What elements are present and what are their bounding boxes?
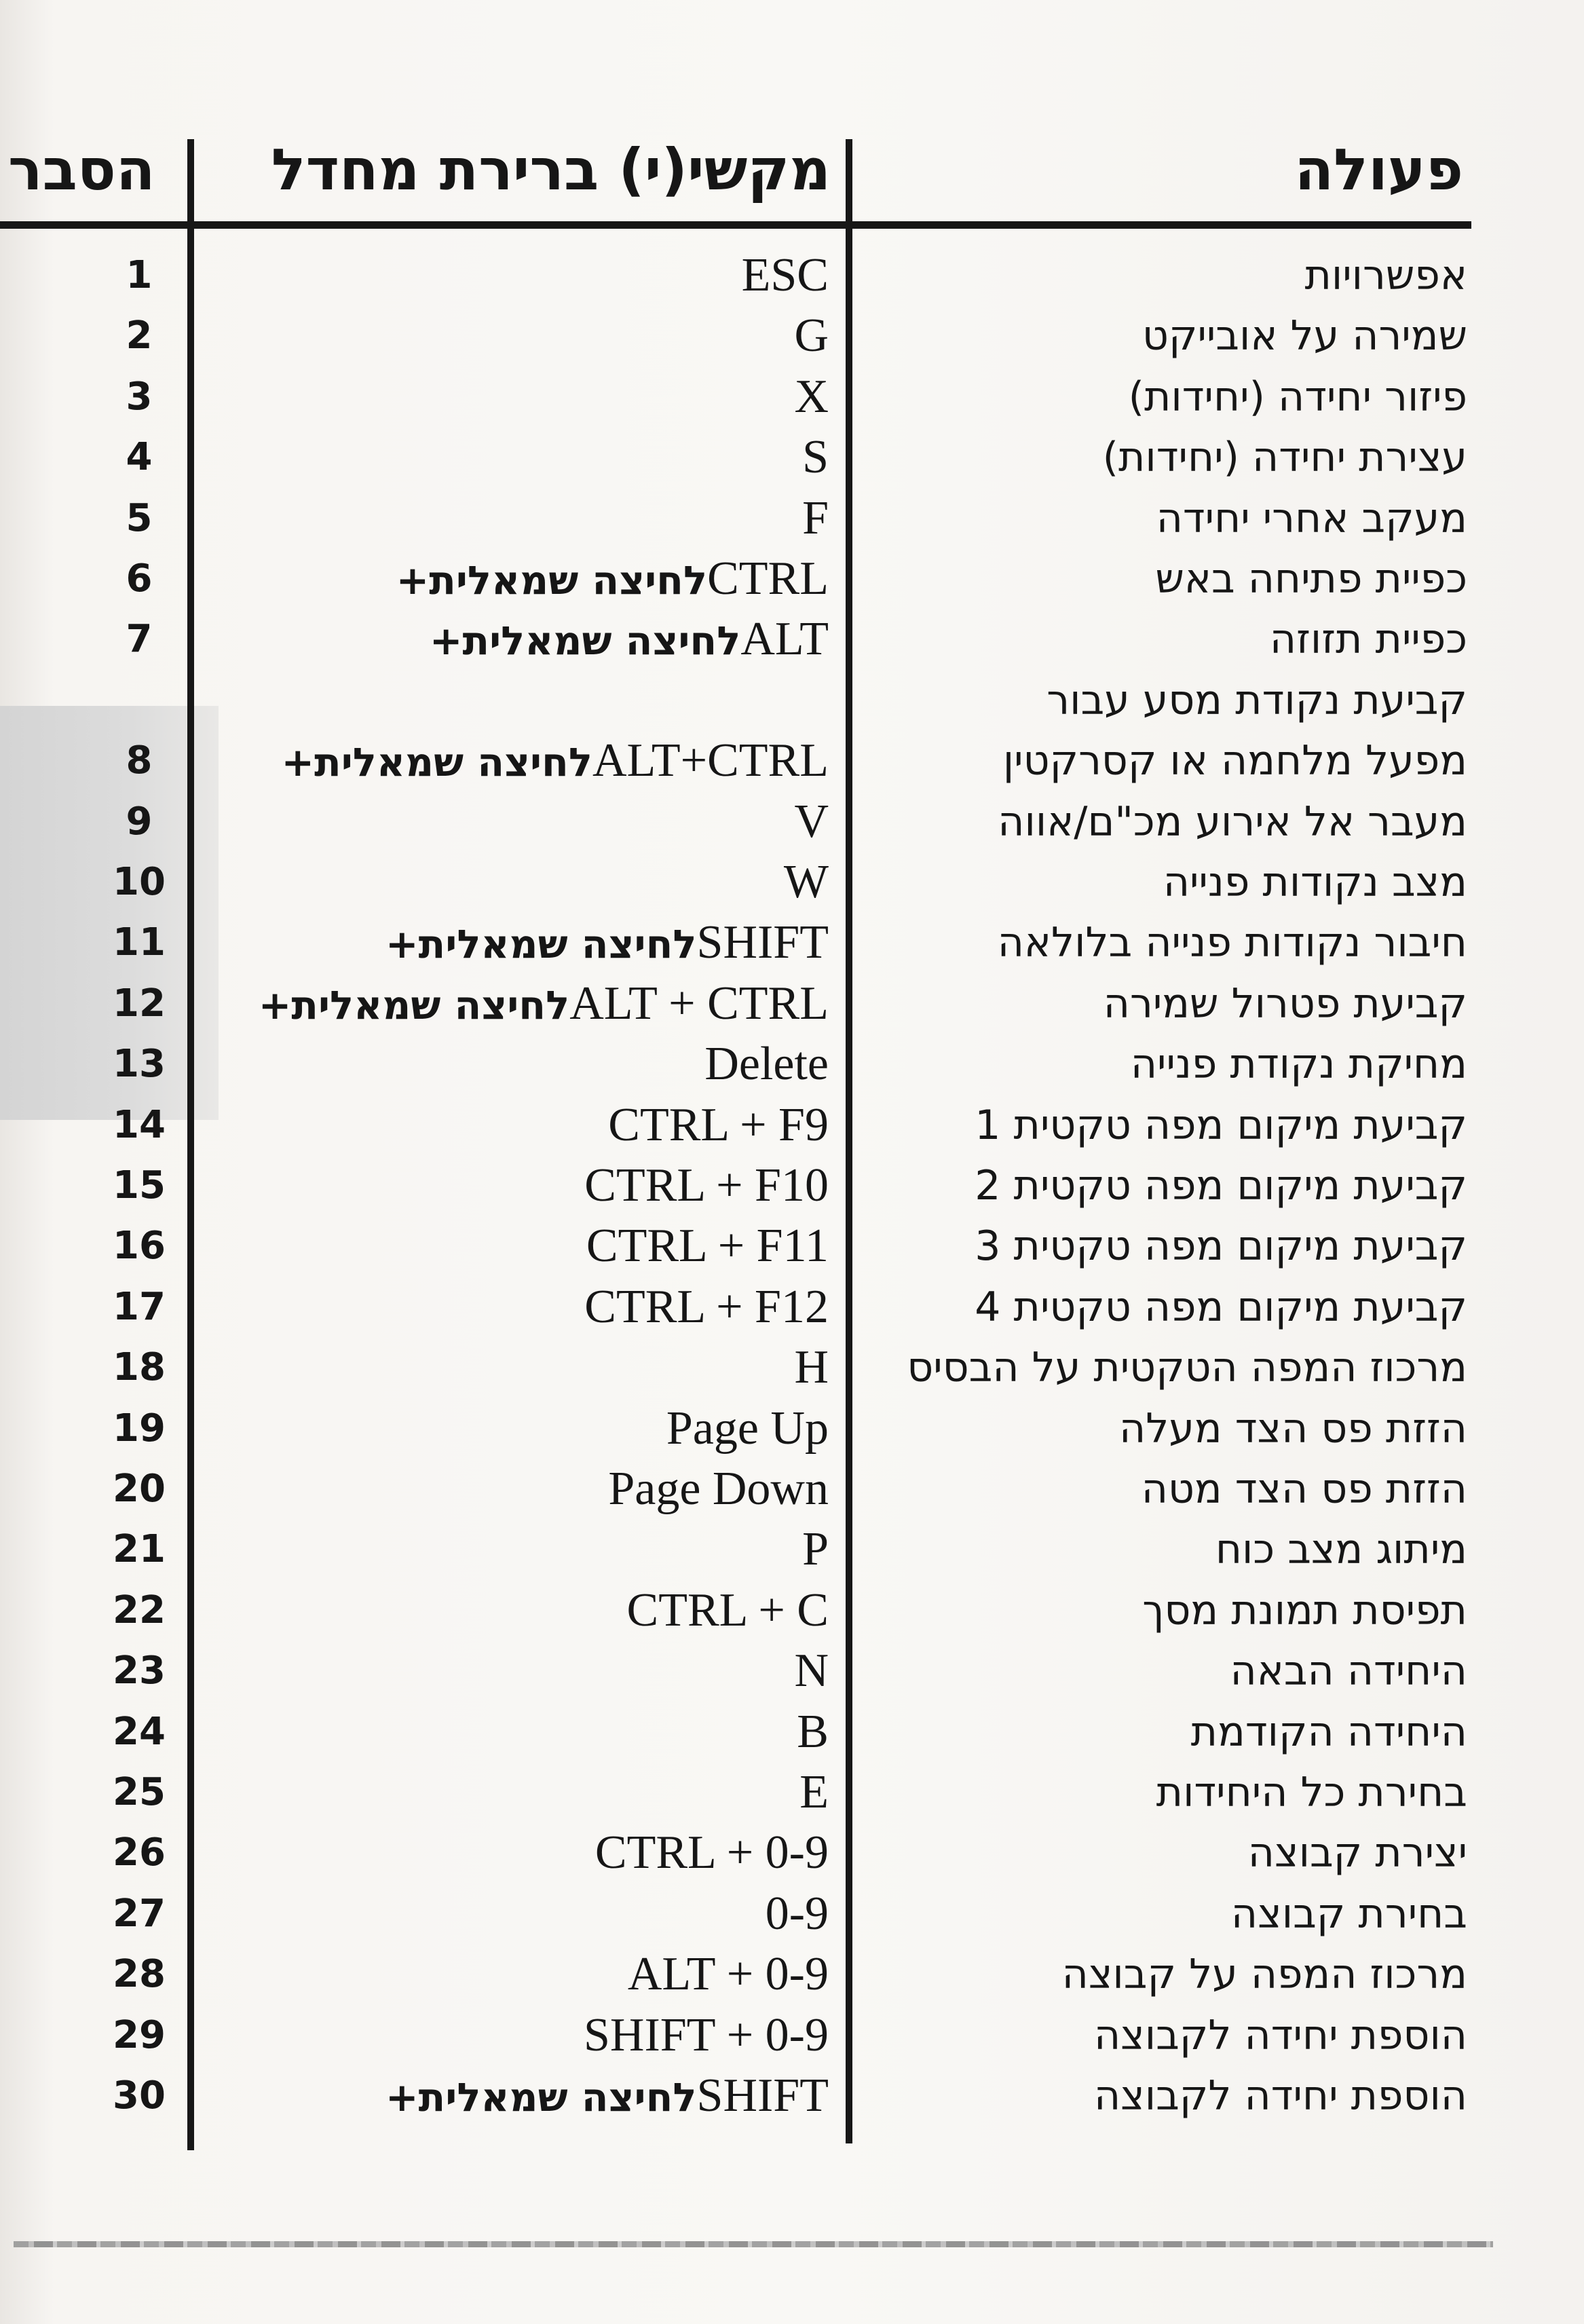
action-cell: קביעת פטרול שמירה [1103, 979, 1467, 1028]
table-row [0, 1338, 1584, 1398]
table-row [0, 731, 1584, 791]
row-number: 13 [113, 1042, 166, 1087]
key-combo: ALT+CTRL [592, 734, 829, 787]
table-row [0, 306, 1584, 366]
keys-cell [802, 1520, 829, 1579]
row-number: 23 [113, 1649, 166, 1693]
action-cell: מרכוז המפה על קבוצה [1061, 1951, 1467, 1999]
table-row [0, 2006, 1584, 2065]
key-combo: H [794, 1341, 829, 1394]
key-combo: ALT [740, 613, 829, 666]
key-combo: ESC [741, 249, 829, 301]
key-combo: B [797, 1705, 829, 1758]
keys-cell [802, 489, 829, 548]
keys-cell [666, 1399, 829, 1459]
row-number: 20 [113, 1467, 166, 1511]
key-combo: CTRL + C [626, 1583, 829, 1636]
action-cell: קביעת מיקום מפה טקטית 3 [975, 1222, 1467, 1271]
row-number: 19 [113, 1406, 166, 1450]
keys-cell [794, 792, 829, 852]
action-cell: מצב נקודות פנייה [1163, 859, 1467, 906]
row-number: 21 [113, 1527, 166, 1572]
table-row [0, 1702, 1584, 1762]
mouse-action-text: לחיצה שמאלית+ [385, 921, 697, 968]
action-cell: פיזור יחידה (יחידות) [1128, 373, 1467, 421]
header-underline [0, 221, 1471, 229]
key-combo: SHIFT [696, 2069, 829, 2122]
key-combo: W [783, 856, 829, 908]
key-combo: SHIFT [696, 916, 829, 969]
row-number: 4 [126, 435, 153, 480]
row-number: 30 [113, 2074, 166, 2118]
keys-cell [385, 913, 829, 973]
key-combo: CTRL + F9 [608, 1098, 829, 1151]
action-cell: בחירת קבוצה [1230, 1890, 1467, 1938]
key-combo: V [794, 795, 829, 848]
key-combo: N [794, 1645, 829, 1698]
keys-cell [794, 1641, 829, 1701]
row-number: 28 [113, 1952, 166, 1997]
action-cell: קביעת מיקום מפה טקטית 2 [975, 1162, 1467, 1210]
keys-cell [385, 2066, 829, 2126]
keys-cell [794, 306, 829, 366]
action-cell: מעקב אחרי יחידה [1156, 494, 1467, 542]
key-combo: Page Down [608, 1463, 829, 1515]
action-cell: הוספת יחידה לקבוצה [1093, 2011, 1467, 2059]
table-row [0, 1034, 1584, 1094]
table-row [0, 549, 1584, 609]
action-cell: בחירת כל היחידות [1156, 1769, 1467, 1816]
key-combo: Delete [704, 1038, 829, 1091]
table-row [0, 1823, 1584, 1883]
key-combo: P [802, 1523, 829, 1576]
key-combo: E [799, 1766, 829, 1818]
table-row [0, 246, 1584, 305]
action-cell: מפעל מלחמה או קסרקטין [1002, 737, 1467, 785]
keys-cell [584, 1277, 829, 1337]
action-cell: שמירה על אובייקט [1142, 312, 1467, 360]
keys-cell [608, 1459, 829, 1519]
key-combo: CTRL + F12 [584, 1280, 829, 1333]
keys-cell [797, 1702, 829, 1762]
action-cell: קביעת נקודת מסע עבור [1046, 676, 1467, 724]
key-combo: F [802, 491, 829, 544]
keys-cell [396, 549, 829, 609]
action-cell: מרכוז המפה הטקטית על הבסיס [907, 1344, 1467, 1392]
key-combo: CTRL + F11 [586, 1220, 829, 1273]
table-row [0, 913, 1584, 973]
action-cell: יצירת קבוצה [1247, 1829, 1467, 1877]
keys-cell [430, 610, 829, 669]
action-cell: תפיסת תמונת מסך [1142, 1586, 1467, 1634]
key-combo: CTRL + F10 [584, 1159, 829, 1212]
row-number: 6 [126, 557, 153, 601]
action-cell: אפשרויות [1304, 252, 1467, 299]
action-cell: כפיית תזוזה [1269, 616, 1467, 664]
table-row [0, 1520, 1584, 1579]
keys-cell [742, 246, 829, 305]
table-row [0, 671, 1584, 730]
keys-cell [799, 1763, 829, 1822]
keys-cell [794, 367, 829, 427]
header-action: פעולה [1294, 136, 1463, 203]
row-number: 1 [126, 253, 153, 297]
row-number: 16 [113, 1224, 166, 1269]
header-explanation: הסבר [8, 136, 155, 203]
table-row [0, 1459, 1584, 1519]
row-number: 8 [126, 738, 153, 783]
table-row [0, 1641, 1584, 1701]
keys-cell [281, 731, 829, 791]
row-number: 24 [113, 1709, 166, 1754]
action-cell: קביעת מיקום מפה טקטית 1 [975, 1101, 1467, 1149]
row-number: 14 [113, 1102, 166, 1147]
row-number: 26 [113, 1831, 166, 1875]
keys-cell [628, 1945, 829, 2004]
table-row [0, 974, 1584, 1034]
table-row [0, 1277, 1584, 1337]
table-row [0, 1156, 1584, 1216]
table-row [0, 610, 1584, 669]
row-number [102, 671, 176, 730]
keys-cell [595, 1823, 829, 1883]
action-cell: היחידה הקודמת [1190, 1708, 1467, 1756]
row-number: 3 [126, 374, 153, 419]
table-row [0, 1763, 1584, 1822]
row-number: 2 [126, 314, 153, 358]
table-row [0, 792, 1584, 852]
key-combo: ALT + CTRL [569, 977, 829, 1030]
table-row [0, 1945, 1584, 2004]
key-combo: CTRL + 0-9 [595, 1826, 829, 1879]
keys-cell [784, 852, 829, 912]
table-row [0, 852, 1584, 912]
row-number: 12 [113, 981, 166, 1026]
key-combo: X [794, 370, 829, 423]
action-cell: מעבר אל אירוע מכ"ם/אווה [998, 798, 1467, 846]
row-number: 27 [113, 1891, 166, 1936]
row-number: 17 [113, 1284, 166, 1329]
key-combo: S [802, 431, 829, 484]
bottom-rule [14, 2241, 1493, 2247]
table-row [0, 1884, 1584, 1944]
keys-cell [794, 1338, 829, 1398]
mouse-action-text: לחיצה שמאלית+ [396, 557, 708, 603]
row-number: 7 [126, 617, 153, 662]
row-number: 9 [126, 799, 153, 844]
key-combo: SHIFT + 0-9 [583, 2008, 829, 2061]
row-number: 22 [113, 1588, 166, 1632]
key-combo: CTRL [707, 552, 829, 605]
row-number: 29 [113, 2012, 166, 2057]
action-cell: כפיית פתיחה באש [1155, 555, 1467, 603]
keys-cell [704, 1034, 829, 1094]
row-number: 11 [113, 920, 166, 965]
key-combo: G [794, 310, 829, 362]
key-combo: Page Up [666, 1402, 829, 1455]
keys-cell [584, 1156, 829, 1216]
action-cell: היחידה הבאה [1230, 1647, 1467, 1695]
mouse-action-text: לחיצה שמאלית+ [281, 739, 592, 786]
action-cell: עצירת יחידה (יחידות) [1102, 434, 1467, 482]
row-number: 18 [113, 1345, 166, 1390]
keys-cell [586, 1216, 829, 1276]
keys-cell [584, 2006, 829, 2065]
row-number: 25 [113, 1770, 166, 1814]
keys-cell [802, 428, 829, 487]
table-row [0, 1399, 1584, 1459]
header-keys: מקשי(י) ברירת מחדל [271, 136, 831, 203]
table-row [0, 1216, 1584, 1276]
action-cell: מיתוג מצב כוח [1215, 1526, 1467, 1574]
table-row [0, 1581, 1584, 1641]
row-number: 10 [113, 860, 166, 904]
table-row [0, 489, 1584, 548]
keys-cell [766, 1884, 829, 1944]
keys-cell [608, 1095, 829, 1155]
action-cell: הוספת יחידה לקבוצה [1093, 2072, 1467, 2120]
table-row [0, 2066, 1584, 2126]
mouse-action-text: לחיצה שמאלית+ [258, 981, 570, 1028]
row-number: 15 [113, 1163, 166, 1207]
row-number: 5 [126, 495, 153, 540]
action-cell: קביעת מיקום מפה טקטית 4 [975, 1283, 1467, 1331]
table-row [0, 367, 1584, 427]
keys-cell [627, 1581, 829, 1641]
mouse-action-text: לחיצה שמאלית+ [385, 2074, 697, 2120]
action-cell: הזזת פס הצד מטה [1141, 1465, 1467, 1513]
action-cell: מחיקת נקודת פנייה [1130, 1041, 1467, 1089]
key-combo: 0-9 [765, 1887, 829, 1940]
keys-cell [259, 974, 829, 1034]
action-cell: חיבור נקודות פנייה בלולאה [997, 919, 1467, 967]
table-row [0, 428, 1584, 487]
mouse-action-text: לחיצה שמאלית+ [429, 618, 741, 664]
action-cell: הזזת פס הצד מעלה [1119, 1404, 1467, 1452]
key-combo: ALT + 0-9 [627, 1948, 829, 2001]
table-row [0, 1095, 1584, 1155]
